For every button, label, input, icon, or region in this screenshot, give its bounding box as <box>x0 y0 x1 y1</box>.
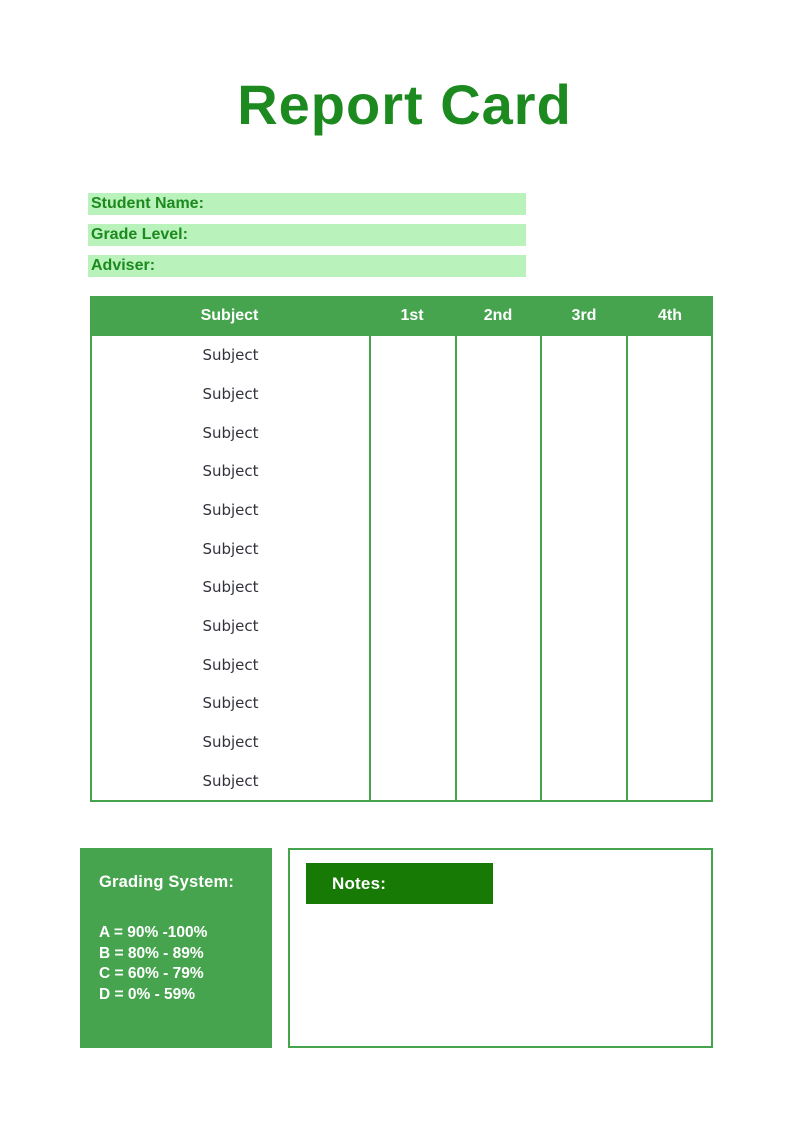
grade-cell-1st[interactable] <box>369 452 455 491</box>
grade-cell-3rd[interactable] <box>540 607 626 646</box>
grade-scale-a: A = 90% -100% <box>99 924 208 941</box>
grading-system-panel <box>80 848 272 1048</box>
subject-cell[interactable]: Subject <box>202 385 259 403</box>
grade-scale-b: B = 80% - 89% <box>99 944 204 962</box>
subject-cell[interactable]: Subject <box>202 501 259 520</box>
student-name-label: Student Name: <box>91 195 204 212</box>
grade-cell-4th[interactable] <box>626 684 712 723</box>
grade-cell-4th[interactable] <box>626 491 712 530</box>
grade-cell-2nd[interactable] <box>455 568 541 607</box>
grade-cell-2nd[interactable] <box>455 645 541 684</box>
grade-cell-4th[interactable] <box>626 607 712 646</box>
grades-table-body <box>90 336 713 802</box>
table-row <box>92 723 711 762</box>
subject-cell[interactable]: Subject <box>202 771 259 790</box>
col-header-2nd: 2nd <box>483 307 513 324</box>
col-header-1st: 1st <box>400 307 424 324</box>
subject-cell[interactable]: Subject <box>202 733 259 752</box>
grade-cell-2nd[interactable] <box>455 684 541 723</box>
table-row <box>92 568 711 607</box>
grade-cell-2nd[interactable] <box>455 375 541 414</box>
table-row <box>92 684 711 723</box>
grade-cell-3rd[interactable] <box>540 723 626 762</box>
grade-cell-3rd[interactable] <box>540 529 626 568</box>
grade-cell-1st[interactable] <box>369 413 455 452</box>
grade-cell-2nd[interactable] <box>455 529 541 568</box>
col-header-subject: Subject <box>200 307 259 324</box>
table-row <box>92 452 711 491</box>
grade-cell-4th[interactable] <box>626 761 712 800</box>
adviser-label: Adviser: <box>91 257 156 274</box>
student-name-field <box>88 193 526 215</box>
grade-cell-4th[interactable] <box>626 413 712 452</box>
grade-cell-1st[interactable] <box>369 568 455 607</box>
table-row <box>92 491 711 530</box>
subject-cell[interactable]: Subject <box>202 655 259 674</box>
grade-cell-1st[interactable] <box>369 761 455 800</box>
notes-label: Notes: <box>306 863 493 904</box>
table-row <box>92 645 711 684</box>
grade-cell-4th[interactable] <box>626 645 712 684</box>
grade-scale-d: D = 0% - 59% <box>99 985 196 1003</box>
grade-cell-3rd[interactable] <box>540 375 626 414</box>
subject-cell[interactable]: Subject <box>202 617 259 636</box>
grade-cell-4th[interactable] <box>626 452 712 491</box>
grade-cell-3rd[interactable] <box>540 684 626 723</box>
grade-cell-3rd[interactable] <box>540 761 626 800</box>
col-header-3rd: 3rd <box>571 307 597 324</box>
notes-panel <box>288 848 713 1048</box>
grade-cell-3rd[interactable] <box>540 413 626 452</box>
grade-cell-4th[interactable] <box>626 375 712 414</box>
grade-cell-2nd[interactable] <box>455 607 541 646</box>
subject-cell[interactable]: Subject <box>202 346 259 365</box>
grade-cell-1st[interactable] <box>369 723 455 762</box>
grade-cell-3rd[interactable] <box>540 452 626 491</box>
grading-scale-list <box>99 923 254 1005</box>
grade-cell-1st[interactable] <box>369 607 455 646</box>
grade-cell-3rd[interactable] <box>540 491 626 530</box>
grade-cell-4th[interactable] <box>626 723 712 762</box>
grading-system-title: Grading System: <box>99 873 235 891</box>
grade-scale-c: C = 60% - 79% <box>99 965 204 982</box>
grade-cell-1st[interactable] <box>369 645 455 684</box>
grade-cell-1st[interactable] <box>369 491 455 530</box>
grade-cell-2nd[interactable] <box>455 452 541 491</box>
subject-cell[interactable]: Subject <box>202 539 259 558</box>
grade-level-field <box>88 224 526 246</box>
table-row <box>92 529 711 568</box>
grade-cell-3rd[interactable] <box>540 336 626 375</box>
table-row <box>92 761 711 800</box>
subject-cell[interactable]: Subject <box>202 578 259 597</box>
grade-cell-4th[interactable] <box>626 568 712 607</box>
grade-cell-3rd[interactable] <box>540 568 626 607</box>
table-row <box>92 336 711 375</box>
grade-cell-4th[interactable] <box>626 529 712 568</box>
grade-cell-2nd[interactable] <box>455 336 541 375</box>
grade-level-label: Grade Level: <box>91 226 188 243</box>
table-row <box>92 413 711 452</box>
grade-cell-1st[interactable] <box>369 529 455 568</box>
grade-cell-1st[interactable] <box>369 684 455 723</box>
table-row <box>92 375 711 414</box>
grade-cell-4th[interactable] <box>626 336 712 375</box>
notes-content-area[interactable] <box>306 912 699 1036</box>
page-title: Report Card <box>237 73 572 136</box>
subject-cell[interactable]: Subject <box>202 423 259 442</box>
grade-cell-2nd[interactable] <box>455 413 541 452</box>
grade-cell-1st[interactable] <box>369 375 455 414</box>
grade-cell-3rd[interactable] <box>540 645 626 684</box>
subject-cell[interactable]: Subject <box>202 462 259 481</box>
table-row <box>92 607 711 646</box>
subject-cell[interactable]: Subject <box>202 694 259 713</box>
grade-cell-2nd[interactable] <box>455 491 541 530</box>
grade-cell-2nd[interactable] <box>455 723 541 762</box>
student-info-section <box>88 193 526 277</box>
adviser-field <box>88 255 526 277</box>
grades-table-header <box>90 296 713 336</box>
grade-cell-1st[interactable] <box>369 336 455 375</box>
grades-table <box>90 296 713 802</box>
grade-cell-2nd[interactable] <box>455 761 541 800</box>
col-header-4th: 4th <box>658 307 682 324</box>
